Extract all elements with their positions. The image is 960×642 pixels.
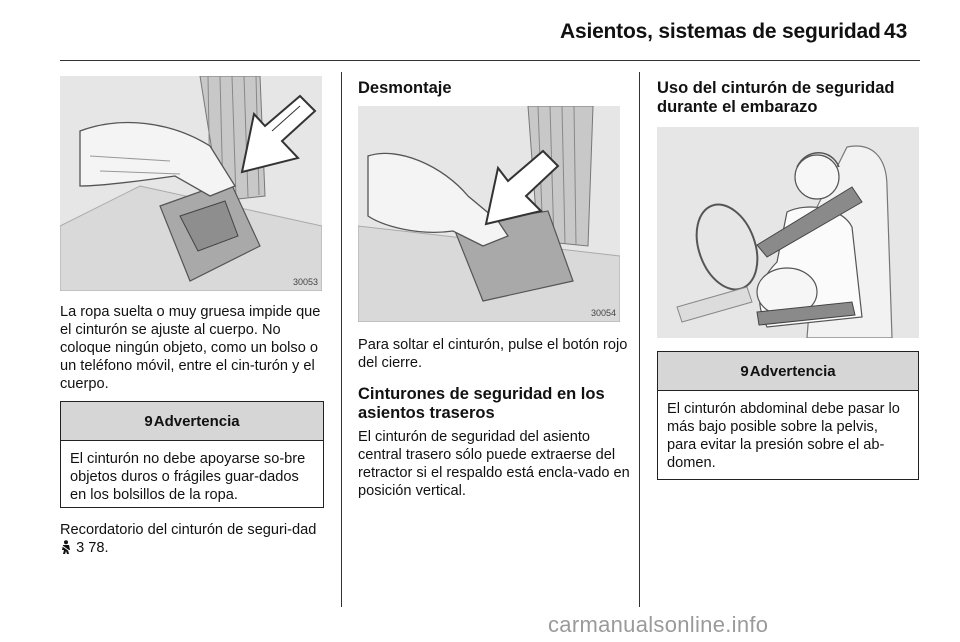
seatbelt-release-drawing bbox=[358, 106, 620, 322]
seatbelt-buckle-drawing bbox=[60, 76, 322, 291]
warning-text: El cinturón no debe apoyarse so-bre objetos duros o frágiles guar-dados en los bolsillos de la ropa. bbox=[70, 451, 306, 503]
watermark: carmanualsonline.info bbox=[548, 612, 769, 637]
seatbelt-release-illustration bbox=[358, 106, 620, 322]
paragraph-loose-clothing: La ropa suelta o muy gruesa impide que el cinturón se ajuste al cuerpo. No coloque ningún objeto, como un bolso o un teléfono móvil, entre el cin-turón y el cuerpo. bbox=[60, 304, 321, 392]
warning-box-pregnancy bbox=[657, 351, 919, 480]
warning-title: Advertencia bbox=[749, 362, 836, 380]
warning-header bbox=[658, 352, 918, 391]
seatbelt-buckle-illustration bbox=[60, 76, 322, 291]
warning-box bbox=[60, 401, 324, 508]
page-reference-arrow-icon: 3 bbox=[76, 540, 85, 556]
warning-title: Advertencia bbox=[153, 412, 240, 430]
section-heading-pregnancy: Uso del cinturón de seguridad durante el embarazo bbox=[657, 79, 895, 116]
column-divider bbox=[341, 72, 342, 607]
reminder-text: Recordatorio del cinturón de seguri-dad bbox=[60, 522, 317, 538]
section-heading-rear-seats: Cinturones de seguridad en los asientos traseros bbox=[358, 385, 605, 422]
paragraph-release: Para soltar el cinturón, pulse el botón rojo del cierre. bbox=[358, 337, 628, 371]
pregnancy-seatbelt-illustration bbox=[657, 127, 919, 338]
section-heading-desmontaje: Desmontaje bbox=[358, 79, 452, 97]
warning-text: El cinturón abdominal debe pasar lo más bajo posible sobre la pelvis, para evitar la presión sobre el ab-domen. bbox=[667, 401, 900, 471]
page-header-title: Asientos, sistemas de seguridad bbox=[560, 20, 881, 43]
column-divider bbox=[639, 72, 640, 607]
warning-header bbox=[61, 402, 323, 441]
seatbelt-reminder-icon bbox=[60, 540, 72, 554]
paragraph-rear-center-belt: El cinturón de seguridad del asiento central trasero sólo puede extraerse del retractor si el respaldo está encla-vado en posición vertical. bbox=[358, 429, 630, 499]
warning-symbol-icon: 9 bbox=[740, 362, 749, 380]
reminder-page-link[interactable]: 78. bbox=[88, 540, 109, 556]
reminder-paragraph bbox=[60, 521, 326, 557]
pregnancy-seatbelt-drawing bbox=[657, 127, 919, 338]
header-rule bbox=[60, 60, 920, 61]
page-number: 43 bbox=[884, 20, 908, 43]
figure-code: 30054 bbox=[590, 308, 616, 318]
warning-symbol-icon: 9 bbox=[144, 412, 153, 430]
figure-code: 30053 bbox=[292, 277, 318, 287]
